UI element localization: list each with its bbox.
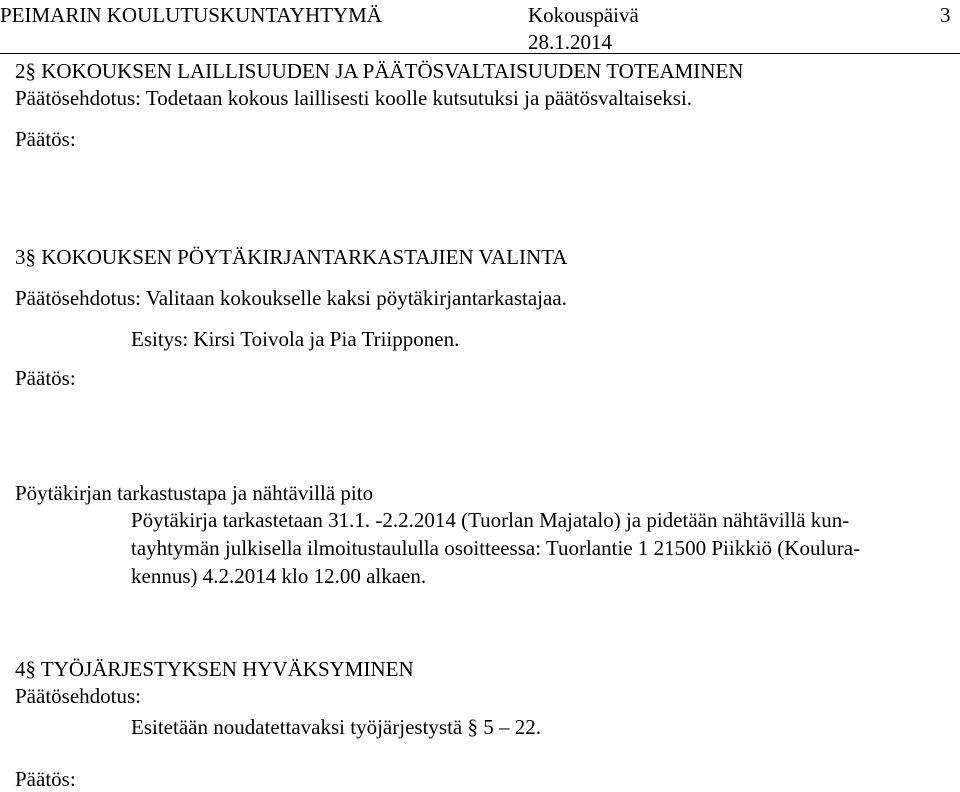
review-text-line-1: Pöytäkirja tarkastetaan 31.1. -2.2.2014 (Tuorlan Majatalo) ja pidetään nähtävillä kun- <box>131 508 850 532</box>
section-3-motion: Esitys: Kirsi Toivola ja Pia Triipponen. <box>131 327 460 351</box>
review-heading: Pöytäkirjan tarkastustapa ja nähtävillä pito <box>15 481 374 505</box>
section-2-decision-label: Päätös: <box>15 127 76 151</box>
review-text-line-2: tayhtymän julkisella ilmoitustaululla osoitteessa: Tuorlantie 1 21500 Piikkiö (Koulura- <box>131 536 861 560</box>
section-4-proposal-text: Esitetään noudatettavaksi työjärjestystä § 5 – 22. <box>131 715 541 739</box>
header-divider <box>0 53 960 54</box>
section-4-proposal-label: Päätösehdotus: <box>15 684 141 708</box>
header-meeting-date: 28.1.2014 <box>528 30 612 54</box>
section-2-heading: 2§ KOKOUKSEN LAILLISUUDEN JA PÄÄTÖSVALTAISUUDEN TOTEAMINEN <box>15 59 744 83</box>
header-page-number: 3 <box>940 3 951 27</box>
header-meeting-label: Kokouspäivä <box>528 3 639 27</box>
section-4-decision-label: Päätös: <box>15 767 76 791</box>
section-3-decision-label: Päätös: <box>15 366 76 390</box>
section-3-proposal: Päätösehdotus: Valitaan kokoukselle kaksi pöytäkirjantarkastajaa. <box>15 286 567 310</box>
section-4-heading: 4§ TYÖJÄRJESTYKSEN HYVÄKSYMINEN <box>15 657 414 681</box>
section-3-heading: 3§ KOKOUKSEN PÖYTÄKIRJANTARKASTAJIEN VALINTA <box>15 245 568 269</box>
review-text-line-3: kennus) 4.2.2014 klo 12.00 alkaen. <box>131 564 427 588</box>
header-org: PEIMARIN KOULUTUSKUNTAYHTYMÄ <box>0 3 382 27</box>
section-2-proposal: Päätösehdotus: Todetaan kokous laillisesti koolle kutsutuksi ja päätösvaltaiseksi. <box>15 86 693 110</box>
